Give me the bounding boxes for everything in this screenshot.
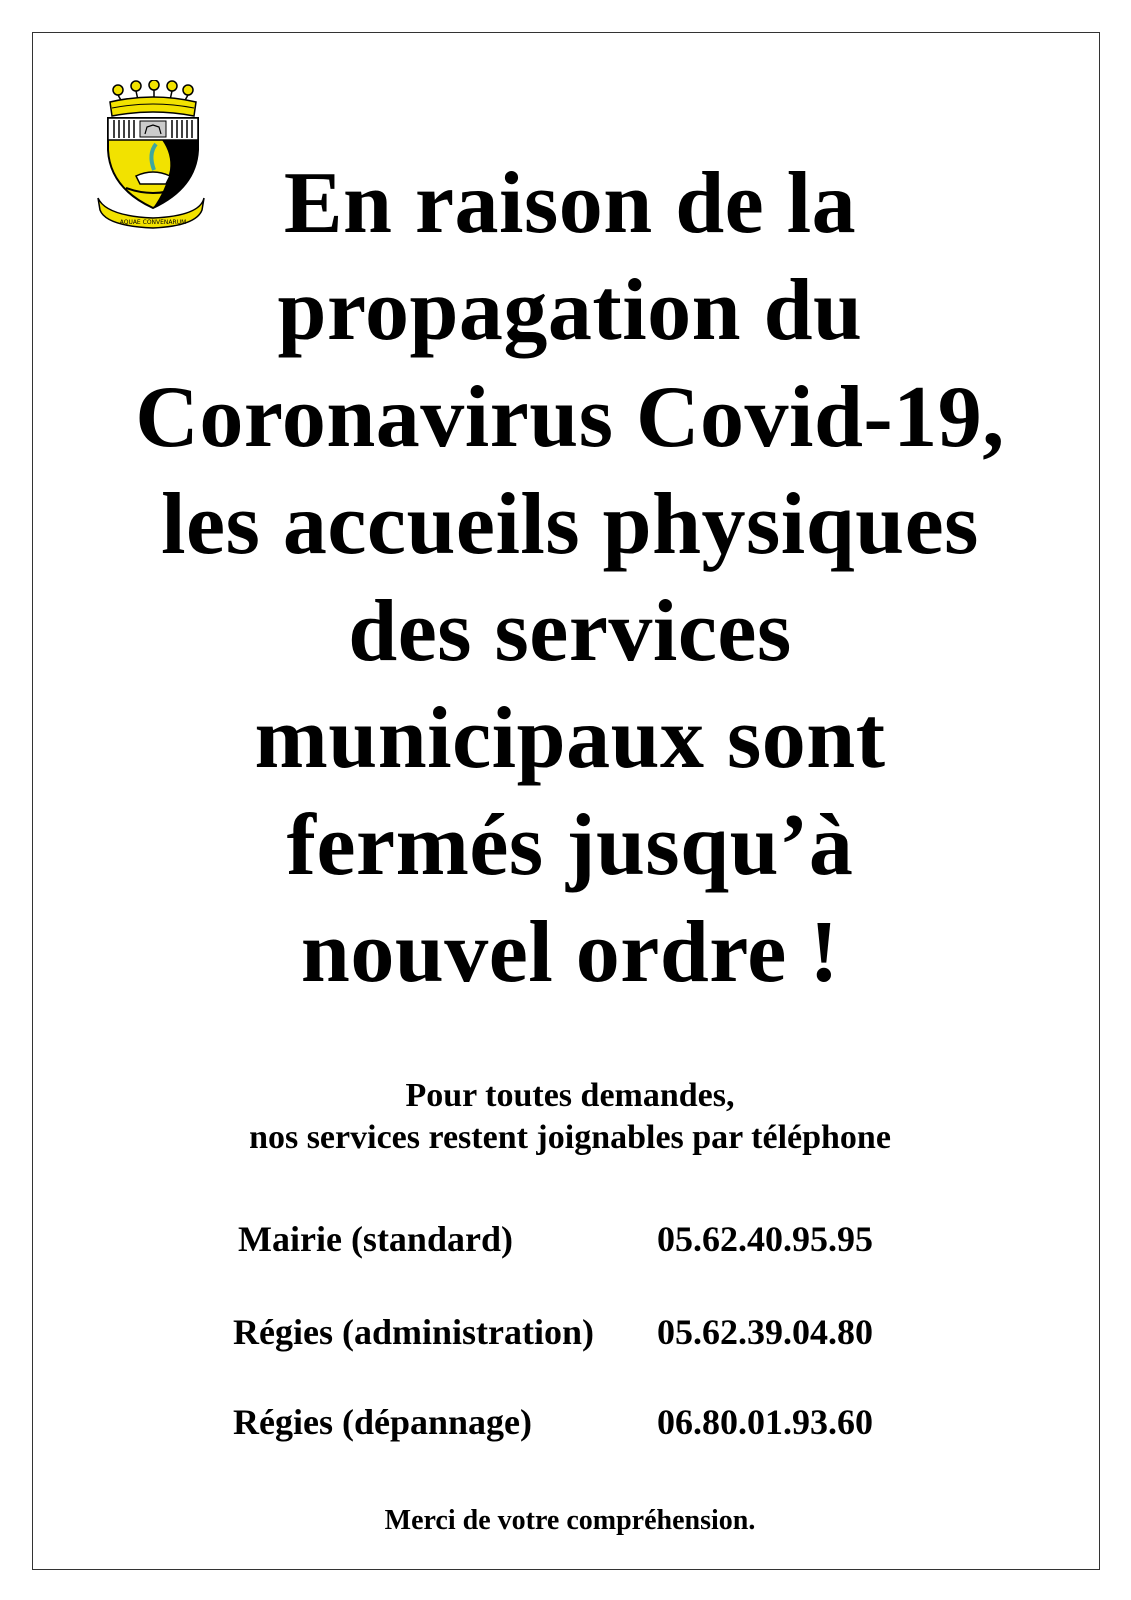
headline-line: propagation du: [277, 262, 863, 359]
headline-line: nouvel ordre !: [300, 904, 840, 1001]
contact-intro: [40, 1075, 1100, 1159]
contact-row-mairie: [0, 1215, 1131, 1263]
phone-number: 06.80.01.93.60: [657, 1402, 873, 1442]
thanks-message: Merci de votre compréhension.: [384, 1505, 756, 1536]
motto-text: AQUAE CONVENARUM: [119, 219, 187, 226]
headline-line: municipaux sont: [254, 690, 886, 787]
contact-label: Régies (dépannage): [233, 1402, 532, 1442]
headline: [40, 150, 1100, 1006]
headline-line: des services: [348, 583, 792, 680]
headline-line: fermés jusqu’à: [286, 797, 854, 894]
phone-number: 05.62.39.04.80: [657, 1312, 873, 1352]
contact-label: Mairie (standard): [238, 1219, 513, 1259]
headline-line: les accueils physiques: [161, 476, 979, 573]
headline-line: Coronavirus Covid-19,: [135, 369, 1005, 466]
contact-row-regies-depannage: [0, 1398, 1131, 1446]
crown-icon: [110, 80, 196, 116]
contact-intro-line: Pour toutes demandes,: [405, 1077, 735, 1114]
contact-row-regies-administration: [0, 1308, 1131, 1356]
headline-line: En raison de la: [283, 155, 857, 252]
contact-intro-line: nos services restent joignables par téléphone: [249, 1119, 891, 1156]
contact-label: Régies (administration): [233, 1312, 594, 1352]
phone-number: 05.62.40.95.95: [657, 1219, 873, 1259]
